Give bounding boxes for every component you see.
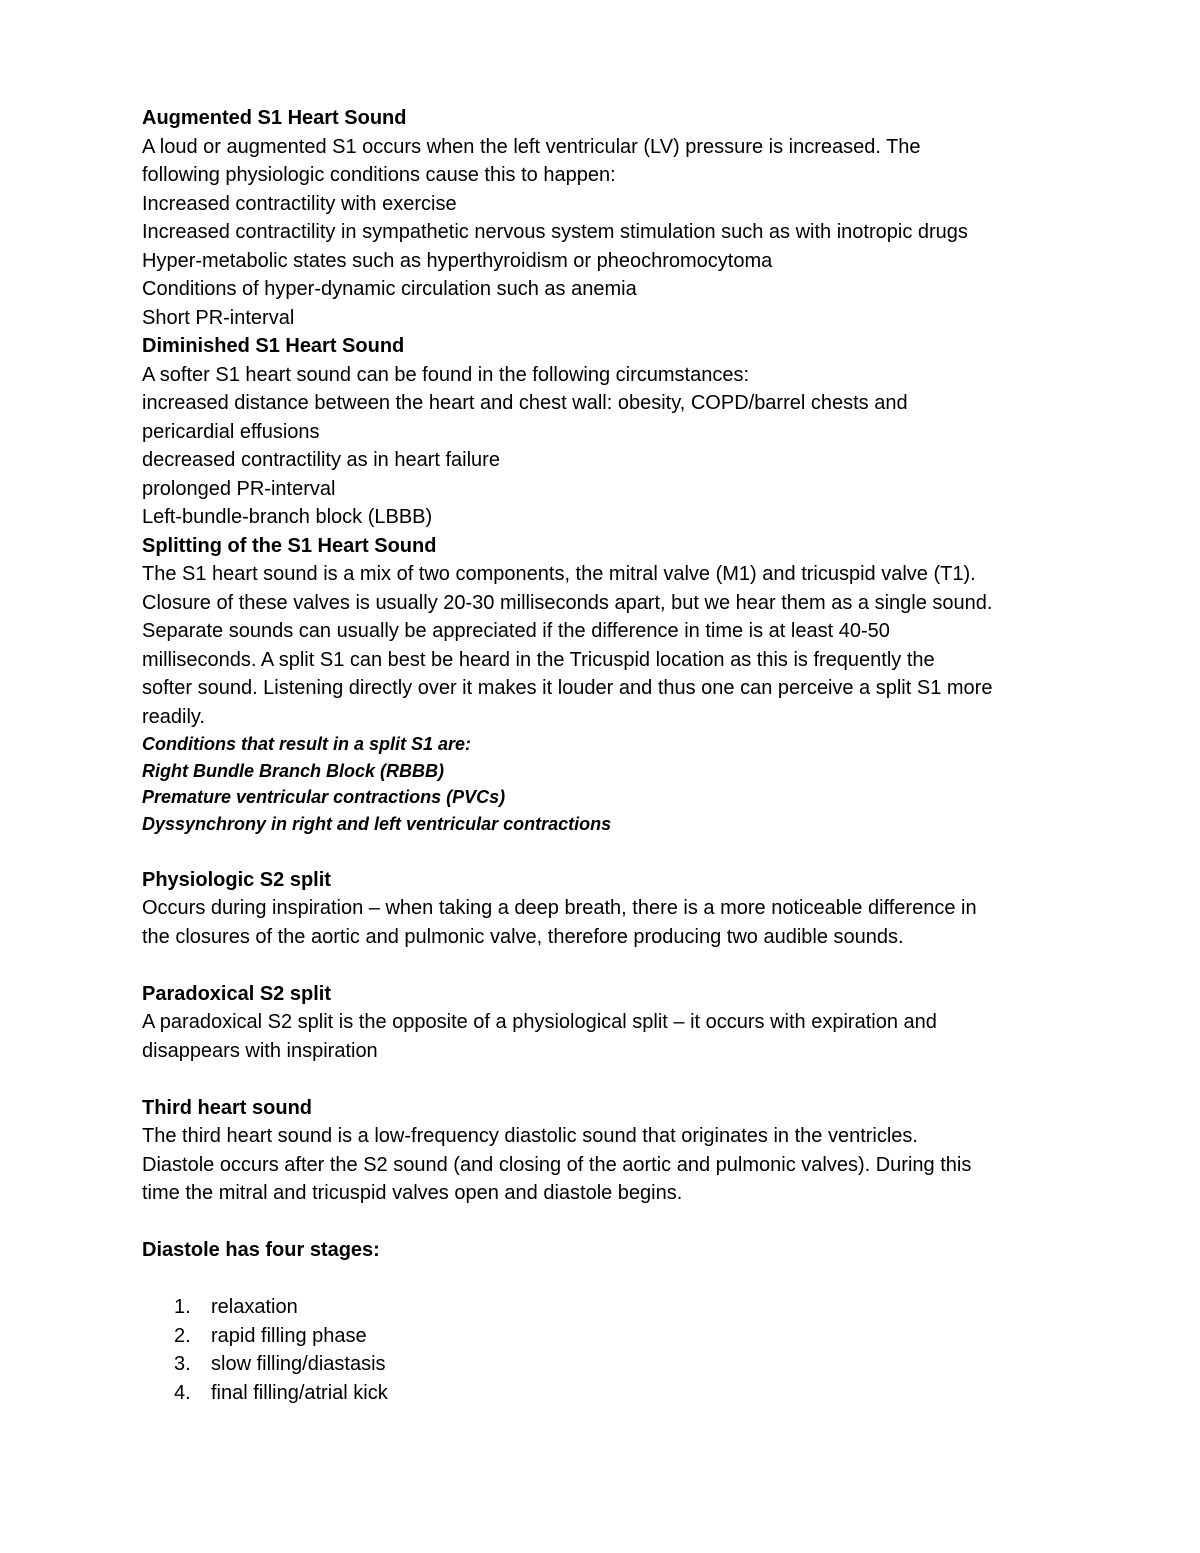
splitting-text-line: Separate sounds can usually be appreciated if the difference in time is at least 40-50 xyxy=(142,620,890,642)
diminished-cause-item: Left-bundle-branch block (LBBB) xyxy=(142,506,433,528)
paragraph-gap xyxy=(142,951,1082,980)
diminished-cause-item: pericardial effusions xyxy=(142,420,320,443)
list-number: 2. xyxy=(174,1324,191,1347)
third-text-line: time the mitral and tricuspid valves open and diastole begins. xyxy=(142,1182,683,1204)
list-item xyxy=(142,1293,1082,1322)
document-page xyxy=(142,104,1082,1407)
third-text-line: Diastole occurs after the S2 sound (and closing of the aortic and pulmonic valves). During this xyxy=(142,1153,972,1176)
list-item xyxy=(142,1322,1082,1351)
paragraph-gap xyxy=(142,1065,1082,1094)
splitting-text-line: milliseconds. A split S1 can best be heard in the Tricuspid location as this is frequently the xyxy=(142,648,935,671)
augmented-cause-item: Increased contractility with exercise xyxy=(142,192,457,215)
heading-splitting-s1: Splitting of the S1 Heart Sound xyxy=(142,534,437,557)
augmented-cause-item: Short PR-interval xyxy=(142,306,295,329)
heading-physiologic-s2: Physiologic S2 split xyxy=(142,868,331,891)
list-item xyxy=(142,1350,1082,1379)
paradoxical-text-line: disappears with inspiration xyxy=(142,1039,378,1062)
third-text-line: The third heart sound is a low-frequency diastolic sound that originates in the ventricles. xyxy=(142,1125,918,1147)
split-conditions-heading: Conditions that result in a split S1 are: xyxy=(142,734,472,754)
splitting-text-line: softer sound. Listening directly over it makes it louder and thus one can perceive a split S1 more xyxy=(142,677,993,699)
split-condition-item: Right Bundle Branch Block (RBBB) xyxy=(142,760,445,781)
list-number: 3. xyxy=(174,1353,191,1375)
heading-diminished-s1: Diminished S1 Heart Sound xyxy=(142,335,405,357)
paradoxical-text-line: A paradoxical S2 split is the opposite of a physiological split – it occurs with expiration and xyxy=(142,1011,937,1033)
list-number: 4. xyxy=(174,1381,191,1404)
list-item xyxy=(142,1379,1082,1408)
heading-paradoxical-s2: Paradoxical S2 split xyxy=(142,982,331,1005)
list-item-text: final filling/atrial kick xyxy=(211,1381,388,1404)
split-condition-item: Dyssynchrony in right and left ventricular contractions xyxy=(142,813,612,834)
paragraph-gap xyxy=(142,837,1082,866)
augmented-cause-item: Increased contractility in sympathetic nervous system stimulation such as with inotropic drugs xyxy=(142,221,968,243)
list-item-text: rapid filling phase xyxy=(211,1324,367,1347)
splitting-text-line: readily. xyxy=(142,705,205,728)
splitting-text-line: The S1 heart sound is a mix of two components, the mitral valve (M1) and tricuspid valve (T1). xyxy=(142,563,976,585)
augmented-cause-item: Hyper-metabolic states such as hyperthyroidism or pheochromocytoma xyxy=(142,249,773,272)
heading-augmented-s1: Augmented S1 Heart Sound xyxy=(142,107,407,129)
diminished-cause-item: decreased contractility as in heart failure xyxy=(142,449,500,471)
heading-third-heart-sound: Third heart sound xyxy=(142,1096,312,1119)
list-item-text: slow filling/diastasis xyxy=(211,1353,386,1375)
diminished-cause-item: prolonged PR-interval xyxy=(142,477,336,500)
physiologic-text-line: Occurs during inspiration – when taking a deep breath, there is a more noticeable difference in xyxy=(142,897,977,919)
diminished-cause-item: increased distance between the heart and chest wall: obesity, COPD/barrel chests and xyxy=(142,392,908,414)
split-condition-item: Premature ventricular contractions (PVCs) xyxy=(142,787,506,807)
augmented-text-line: A loud or augmented S1 occurs when the left ventricular (LV) pressure is increased. The xyxy=(142,135,921,158)
paragraph-gap xyxy=(142,1208,1082,1237)
splitting-text-line: Closure of these valves is usually 20-30 milliseconds apart, but we hear them as a single sound. xyxy=(142,591,993,614)
physiologic-text-line: the closures of the aortic and pulmonic valve, therefore producing two audible sounds. xyxy=(142,925,904,948)
augmented-cause-item: Conditions of hyper-dynamic circulation such as anemia xyxy=(142,278,637,300)
diminished-text-line: A softer S1 heart sound can be found in the following circumstances: xyxy=(142,363,750,386)
list-number: 1. xyxy=(174,1296,191,1318)
heading-diastole-stages: Diastole has four stages: xyxy=(142,1239,380,1261)
diastole-stages-list xyxy=(142,1293,1082,1407)
list-item-text: relaxation xyxy=(211,1296,298,1318)
augmented-text-line: following physiologic conditions cause this to happen: xyxy=(142,164,616,186)
paragraph-gap xyxy=(142,1265,1082,1294)
